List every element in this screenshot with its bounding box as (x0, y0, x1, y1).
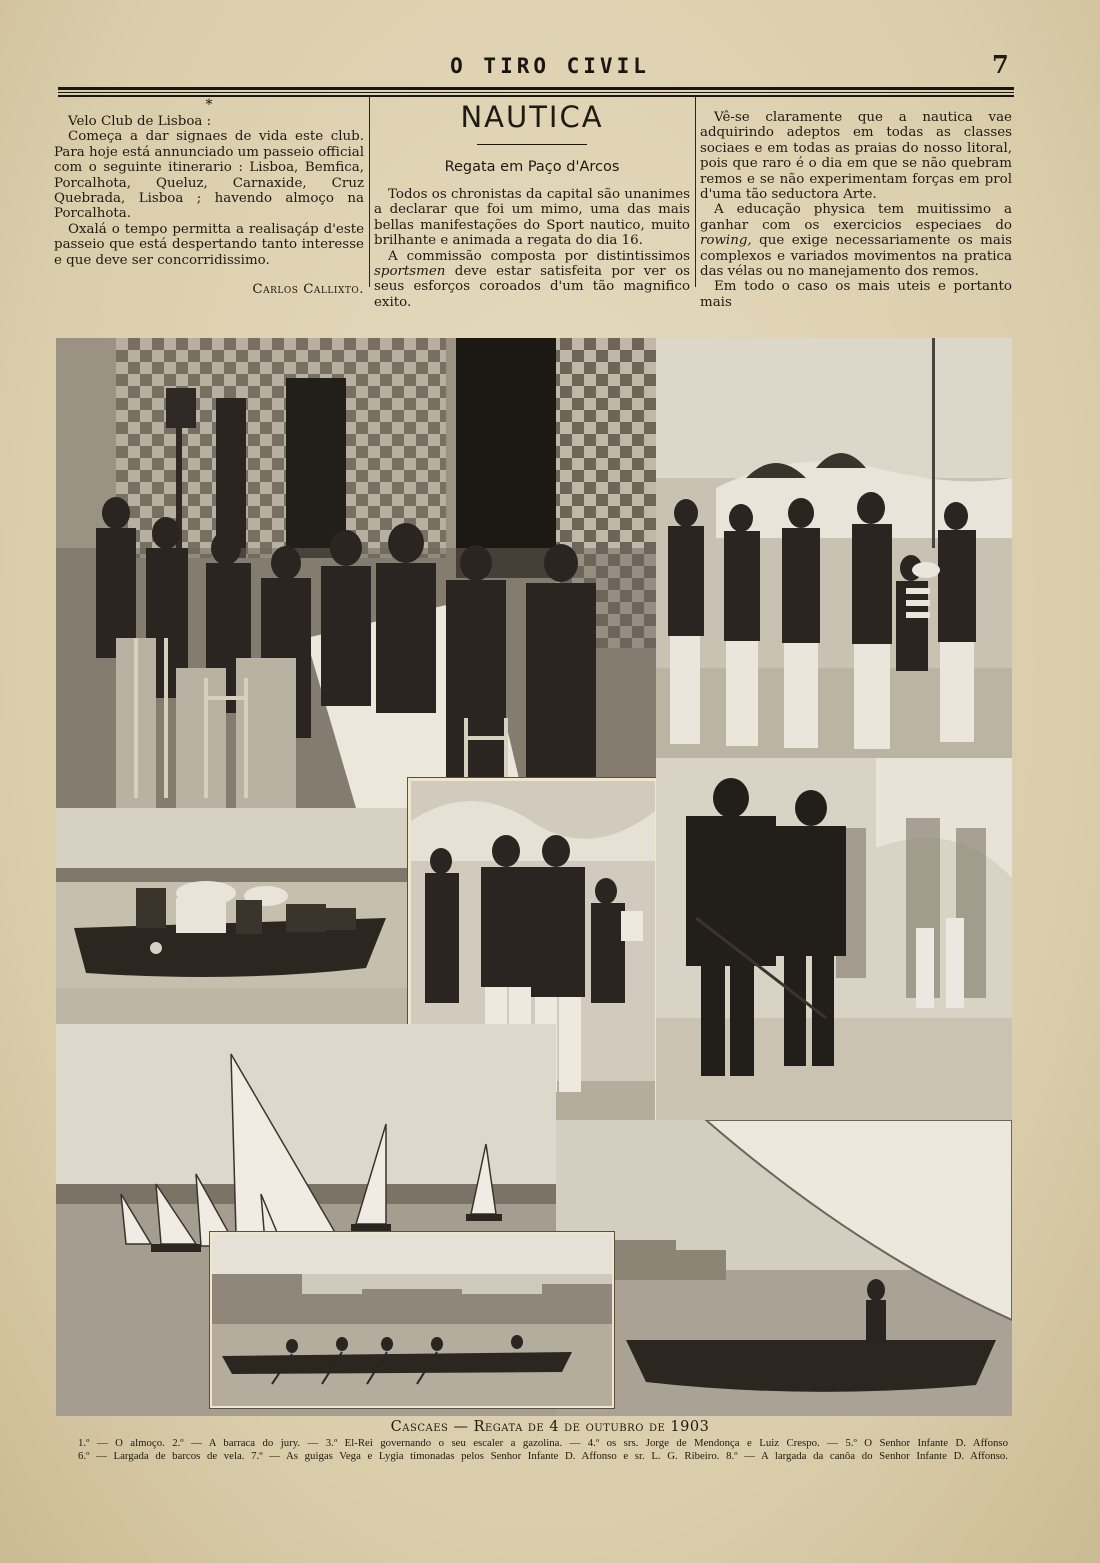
paragraph (700, 202, 1012, 279)
photo-jury-tent (656, 338, 1012, 758)
photo-canoe-launch (556, 1120, 1012, 1416)
paragraph: Oxalá o tempo permitta a realisaçáp d'este passeio que está despertando tanto interesse e que deve ser concorridissimo. (54, 221, 364, 268)
paragraph: Vê-se claramente que a nautica vae adquirindo adeptos em todas as classes sociaes e em todas as praias do nosso litoral, pois que raro é o dia em que se não quebram remos e se não experimentam forças em prol d'uma tão seductora Arte. (700, 110, 1012, 203)
text-run: A educação physica tem muitissimo a ganhar com os exercicios especiaes do (700, 202, 1012, 233)
column-separator (369, 97, 370, 287)
paragraph: Em todo o caso os mais uteis e portanto mais (700, 279, 1012, 310)
column-velo-club (54, 98, 364, 297)
plate-caption (78, 1437, 1008, 1463)
running-title: O TIRO CIVIL (450, 54, 650, 78)
header-rule-lower (58, 95, 1014, 97)
photo-lunch (56, 338, 656, 808)
subheadline: Regata em Paço d'Arcos (444, 159, 620, 175)
club-heading: Velo Club de Lisboa : (68, 114, 212, 129)
photo-infante (656, 758, 1012, 1120)
photo-rowing-gigs (210, 1232, 614, 1408)
italic-term: sportsmen (374, 264, 446, 280)
author-signature: Carlos Callixto. (252, 282, 364, 298)
plate-caption-title: Cascaes — Regata de 4 de outubro de 1903 (390, 1419, 710, 1435)
column-separator (695, 97, 696, 287)
text-run: deve estar satisfeita por ver os seus esforços coroados d'um tão magnifico exito. (374, 264, 691, 310)
photo-motor-launch (56, 808, 408, 1024)
headline-rule (477, 144, 587, 145)
paragraph: Todos os chronistas da capital são unanimes a declarar que foi um mimo, uma das mais bellas manifestações do Sport nautico, muito brilhante e animada a regata do dia 16. (374, 187, 690, 249)
text-run: que exige necessariamente os mais complexos e variados movimentos na pratica das vélas ou no manejamento dos remos. (700, 233, 1012, 280)
headline: NAUTICA (460, 100, 604, 134)
photo-plate (56, 338, 1012, 1416)
italic-term: rowing, (700, 233, 752, 249)
paragraph (374, 249, 690, 311)
header-rule-thin (58, 92, 1014, 93)
section-asterisk: * (205, 97, 213, 113)
column-nautica-continued (700, 98, 1012, 310)
paragraph: Começa a dar signaes de vida este club. Para hoje está annunciado um passeio official com o seguinte itinerario : Lisboa, Bemfica, Porcalhota, Queluz, Carnaxide, Cruz Quebrada, Lisboa ; havendo almoço na Porcalhota. (54, 129, 364, 222)
column-nautica (374, 98, 690, 310)
header-rule (58, 87, 1014, 90)
caption-line: 1.º — O almoço. 2.º — A barraca do jury. — 3.º El-Rei governando o seu escaler a gazolina. — 4.º os srs. Jorge de Mendonça e Luiz Crespo. — 5.º O Senhor Infante D. Affonso (78, 1437, 1008, 1449)
caption-line: 6.º — Largada de barcos de vela. 7.º — As guigas Vega e Lygia timonadas pelos Senhor Infante D. Affonso e sr. L. G. Ribeiro. 8.º — A largada da canôa do Senhor Infante D. Affonso. (78, 1450, 1008, 1462)
text-run: A commissão composta por distintissimos (388, 248, 690, 264)
page-number: 7 (992, 50, 1009, 79)
